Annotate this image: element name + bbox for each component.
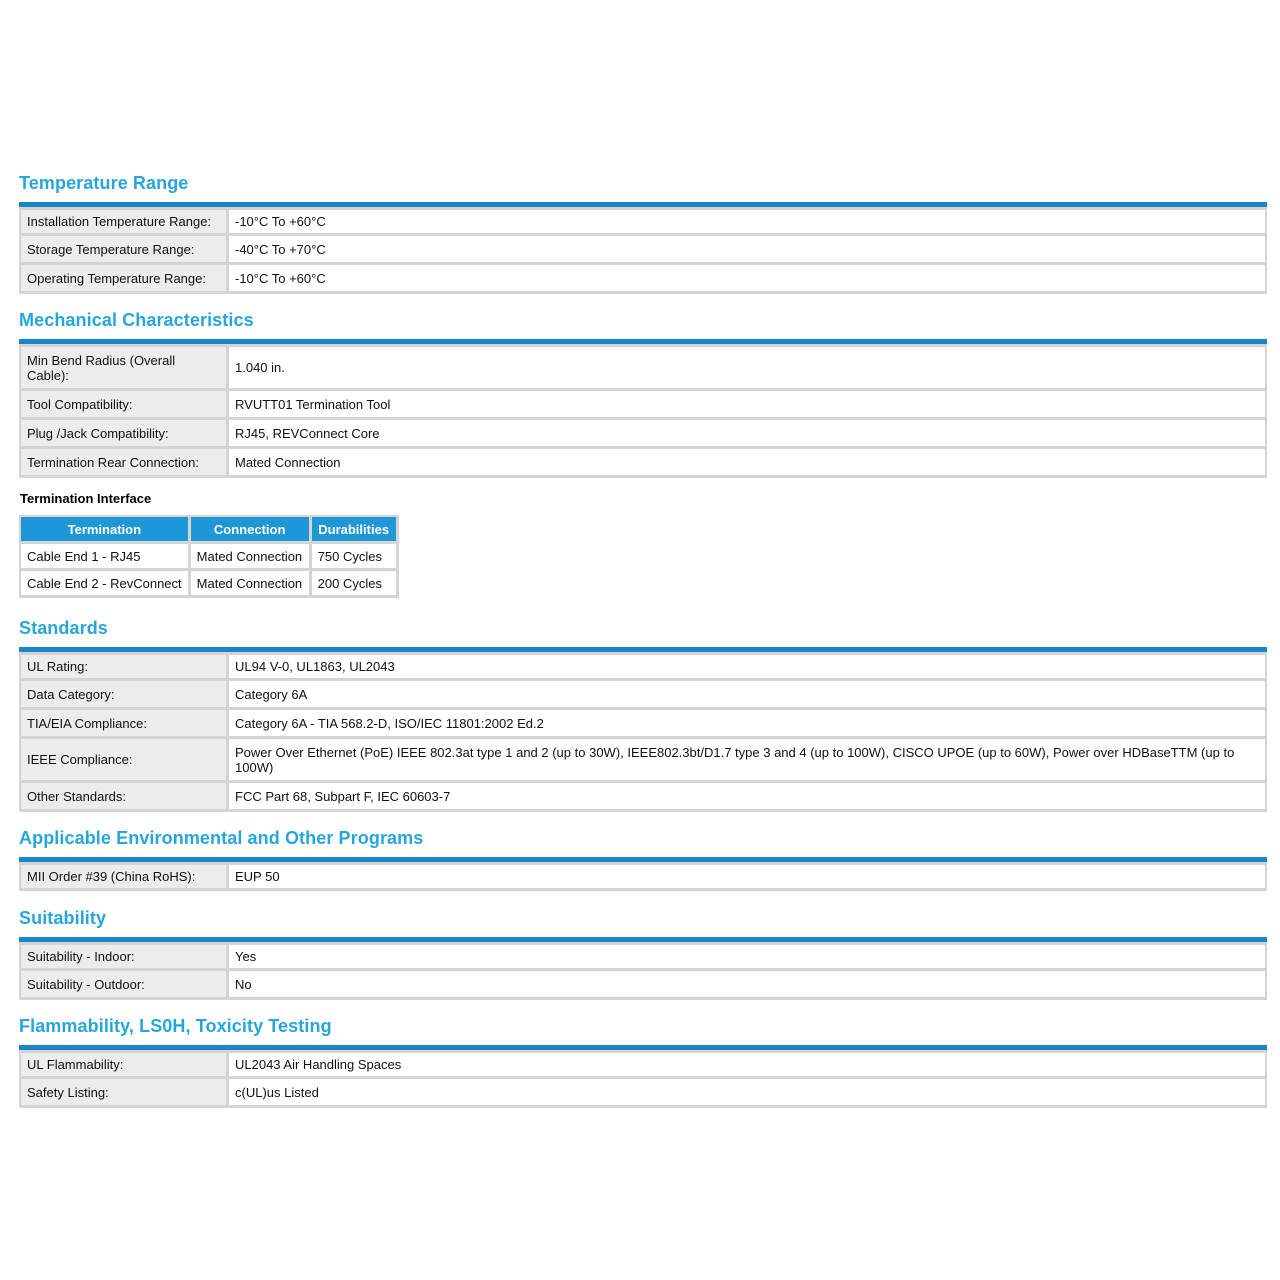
- table-row: [20, 864, 1266, 890]
- row-value: 1.040 in.: [228, 346, 1267, 390]
- row-label: UL Flammability:: [20, 1052, 228, 1078]
- table-row: [20, 390, 1266, 419]
- table-cell: 750 Cycles: [310, 543, 397, 570]
- row-label: Termination Rear Connection:: [20, 448, 228, 477]
- temperature-section-title: Temperature Range: [19, 173, 189, 193]
- table-row: [20, 1078, 1266, 1107]
- standards-section-title: Standards: [19, 618, 108, 638]
- table-row: [20, 570, 397, 597]
- flammability-section-title: Flammability, LS0H, Toxicity Testing: [19, 1016, 332, 1036]
- table-cell: Cable End 2 - RevConnect: [20, 570, 189, 597]
- table-row: [20, 782, 1266, 811]
- column-header-connection: Connection: [189, 516, 310, 543]
- row-label: TIA/EIA Compliance:: [20, 709, 228, 738]
- table-row: [20, 709, 1266, 738]
- mechanical-section-title: Mechanical Characteristics: [19, 310, 254, 330]
- row-value: Yes: [228, 944, 1267, 970]
- row-value: -40°C To +70°C: [228, 235, 1267, 264]
- row-value: c(UL)us Listed: [228, 1078, 1267, 1107]
- mechanical-table: [19, 344, 1267, 478]
- table-row: [20, 1052, 1266, 1078]
- row-value: RJ45, REVConnect Core: [228, 419, 1267, 448]
- termination-interface-title: Termination Interface: [20, 491, 152, 506]
- row-label: UL Rating:: [20, 654, 228, 680]
- row-label: MII Order #39 (China RoHS):: [20, 864, 228, 890]
- table-row: [20, 235, 1266, 264]
- table-cell: Cable End 1 - RJ45: [20, 543, 189, 570]
- environmental-section-title: Applicable Environmental and Other Programs: [19, 828, 424, 848]
- row-value: -10°C To +60°C: [228, 209, 1267, 235]
- row-value: EUP 50: [228, 864, 1267, 890]
- row-value: -10°C To +60°C: [228, 264, 1267, 293]
- table-cell: 200 Cycles: [310, 570, 397, 597]
- environmental-table: [19, 862, 1267, 891]
- table-cell: Mated Connection: [189, 543, 310, 570]
- table-header-row: [20, 516, 397, 543]
- row-label: Operating Temperature Range:: [20, 264, 228, 293]
- table-row: [20, 264, 1266, 293]
- row-value: Power Over Ethernet (PoE) IEEE 802.3at type 1 and 2 (up to 30W), IEEE802.3bt/D1.7 type 3 and 4 (up to 100W), CISCO UPOE (up to 60W), Power over HDBaseTTM (up to 100W): [228, 738, 1267, 782]
- table-row: [20, 448, 1266, 477]
- row-value: Mated Connection: [228, 448, 1267, 477]
- row-value: Category 6A - TIA 568.2-D, ISO/IEC 11801:2002 Ed.2: [228, 709, 1267, 738]
- column-header-durabilities: Durabilities: [310, 516, 397, 543]
- table-row: [20, 209, 1266, 235]
- flammability-table: [19, 1050, 1267, 1108]
- row-value: Category 6A: [228, 680, 1267, 709]
- temperature-table: [19, 207, 1267, 294]
- table-row: [20, 944, 1266, 970]
- row-label: Plug /Jack Compatibility:: [20, 419, 228, 448]
- table-row: [20, 654, 1266, 680]
- column-header-termination: Termination: [20, 516, 189, 543]
- table-cell: Mated Connection: [189, 570, 310, 597]
- row-label: Safety Listing:: [20, 1078, 228, 1107]
- standards-table: [19, 652, 1267, 812]
- row-label: Storage Temperature Range:: [20, 235, 228, 264]
- row-label: Tool Compatibility:: [20, 390, 228, 419]
- row-label: Suitability - Indoor:: [20, 944, 228, 970]
- row-label: Installation Temperature Range:: [20, 209, 228, 235]
- table-row: [20, 346, 1266, 390]
- row-value: UL2043 Air Handling Spaces: [228, 1052, 1267, 1078]
- suitability-section-title: Suitability: [19, 908, 107, 928]
- row-label: Suitability - Outdoor:: [20, 970, 228, 999]
- table-row: [20, 738, 1266, 782]
- table-row: [20, 970, 1266, 999]
- table-row: [20, 419, 1266, 448]
- row-value: UL94 V-0, UL1863, UL2043: [228, 654, 1267, 680]
- termination-interface-table: [19, 515, 399, 598]
- suitability-table: [19, 942, 1267, 1000]
- row-value: No: [228, 970, 1267, 999]
- row-label: IEEE Compliance:: [20, 738, 228, 782]
- table-row: [20, 680, 1266, 709]
- row-label: Min Bend Radius (Overall Cable):: [20, 346, 228, 390]
- table-row: [20, 543, 397, 570]
- row-label: Data Category:: [20, 680, 228, 709]
- row-value: FCC Part 68, Subpart F, IEC 60603-7: [228, 782, 1267, 811]
- row-value: RVUTT01 Termination Tool: [228, 390, 1267, 419]
- row-label: Other Standards:: [20, 782, 228, 811]
